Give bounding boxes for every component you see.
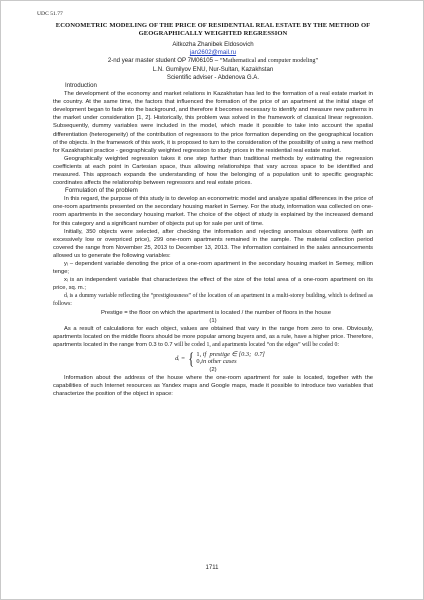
program-name: “Mathematical and computer modeling” (219, 58, 319, 65)
author-email-link[interactable]: jan2602@mail.ru (189, 49, 237, 57)
author-program (53, 57, 373, 66)
equation-2-cases (196, 351, 265, 366)
section-heading-formulation: Formulation of the problem (65, 187, 138, 195)
equation-2-lhs: dᵢ = (175, 354, 186, 362)
equation-2-case-1 (196, 351, 265, 359)
case-2-condition: in other cases (201, 358, 237, 366)
paragraph-8 (53, 325, 373, 349)
paragraph-2: Geographically weighted regression takes it one step further than traditional methods by estimating the regression coefficients at each point in Cartesian space, thus allowing relationships that vary across space to be identified and measured. This approach expands the understanding of how the belonging of a population unit to specific geographic coordinates affects the relationship between regressors and real estate prices. (53, 155, 373, 187)
paper-body (53, 22, 373, 398)
paragraph-8-part-1: As a result of calculations for each object, values are obtained that vary in the range from zero to one. Obviously, apartments located on the middle floors should be more popular among buyers and, as a rule, have a higher price. Therefore, apartments located in the range from 0.3 to 0.7 (53, 325, 373, 348)
author-email-line (53, 49, 373, 57)
paragraph-3: In this regard, the purpose of this study is to develop an econometric model and analyze spatial differences in the price of one-room apartments presented on the secondary housing market in Semey. For the study, information was collected on one-room apartments in the secondary housing market. The choice of the object of study is explained by the increased demand for this category and a significant number of objects put up for sale per unit of time. (53, 196, 373, 227)
paper-title: ECONOMETRIC MODELING OF THE PRICE OF RESIDENTIAL REAL ESTATE BY THE METHOD OF GEOGRAPHICALLY WEIGHTED REGRESSION (55, 22, 371, 38)
author-name: Aitkozha Zhanibek Eldosovich (172, 41, 254, 49)
paragraph-9: Information about the address of the house where the one-room apartment for sale is located, together with the capabilities of such Internet resources as Yandex maps and Google maps, made it possible to introduce two variables that characterize the position of the object in space: (53, 375, 373, 398)
equation-2-case-2 (196, 358, 265, 366)
equation-1-number: (1) (209, 317, 217, 324)
udc-code: UDC 51.77 (37, 11, 63, 17)
paragraph-4: Initially, 350 objects were selected, after checking the information and rejecting anomalous observations (with an excessively low or overpriced price), 299 one-room apartments remained in the sample. The material collection period covered the range from November 25, 2013 to December 13, 2013. The information contained in the sales announcements allowed us to generate the following variables: (53, 228, 373, 259)
equation-1: Prestige = the floor on which the apartment is located / the number of floors in the house (100, 309, 332, 316)
scientific-adviser: Scientific adviser - Abdenova G.A. (166, 74, 260, 82)
case-2-value: 0, (196, 358, 202, 366)
paragraph-1: The development of the economy and market relations in Kazakhstan has led to the formation of a real estate market in the country. At the same time, the factors that influenced the formation of the price of an apartment at the initial stage of development began to fade into the background, and therefore it becomes necessary to identify and measure new patterns in the market under consideration [1, 2]. Historically, this problem was solved in the framework of classical linear regression. Subsequently, dummy variables were included in the model, which made it possible to take into account the spatial differentiation (heterogeneity) of the contribution of regressors to the price formation depending on the geographical location of the objects. In the framework of this work, it is proposed to turn to the consideration of the possibility of using a new method for Kazakhstani practice - geographically weighted regression to study prices in the residential real estate market. (53, 91, 373, 154)
case-1-value: 1, (196, 350, 202, 358)
author-affiliation: L.N. Gumilyov ENU, Nur-Sultan, Kazakhstan (152, 66, 274, 74)
section-heading-introduction: Introduction (65, 81, 97, 89)
page-number: 1711 (205, 565, 219, 571)
paragraph-7: dᵢ is a dummy variable reflecting the “prestigiousness” of the location of an apartment in a multi-storey building, which is defined as follows: (53, 293, 373, 308)
paragraph-8-part-2: will be coded 1, and apartments located “on the edges” will be coded 0: (174, 341, 339, 348)
left-brace-icon: { (188, 348, 195, 368)
equation-2-number: (2) (209, 367, 217, 374)
equation-2 (53, 350, 373, 366)
paragraph-5: yᵢ – dependent variable denoting the price of a one-room apartment in the secondary housing market in Semey, million tenge; (53, 261, 373, 276)
paragraph-6: xᵢ is an independent variable that characterizes the effect of the size of the total area of a one-room apartment on its price, sq. m.; (53, 277, 373, 292)
case-1-condition: if prestige ∈ [0.3; 0.7] (202, 350, 265, 358)
program-prefix: 2-nd year master student OP 7M06105 – (107, 57, 220, 65)
